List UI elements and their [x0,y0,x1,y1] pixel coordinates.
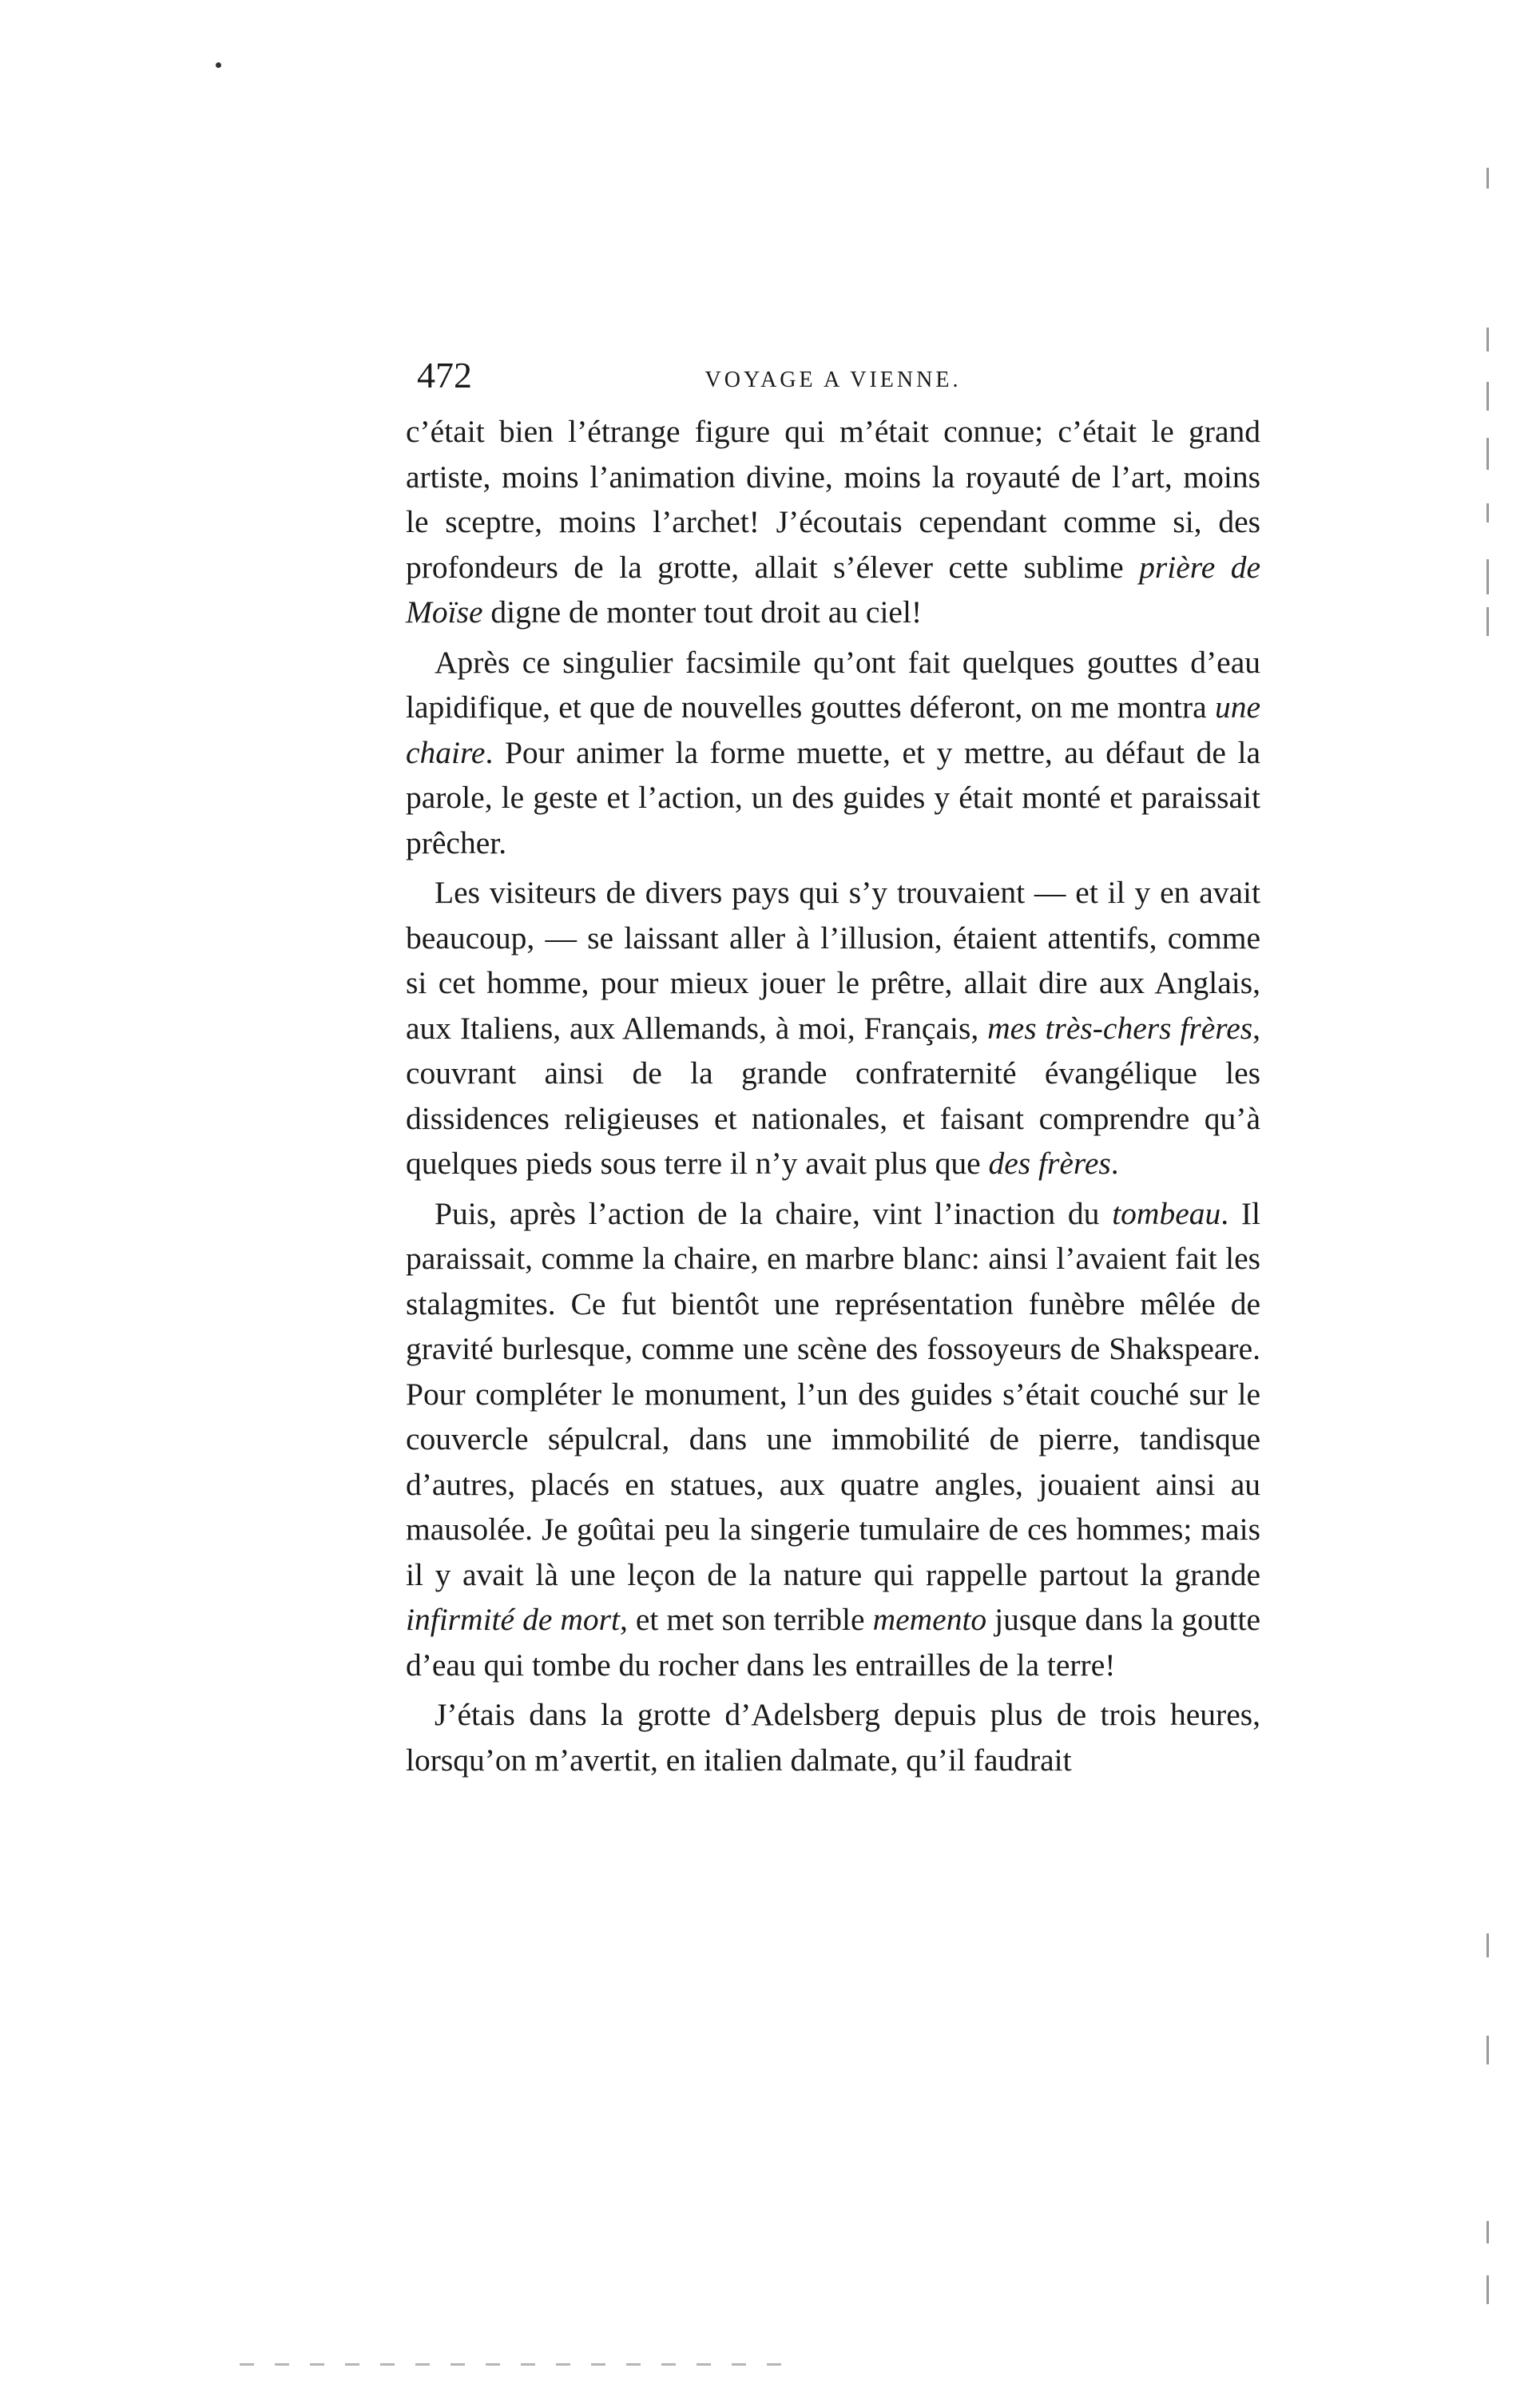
scan-edge-mark [1486,607,1489,636]
italic-phrase: memento [872,1602,987,1637]
italic-phrase: tombeau [1112,1195,1221,1231]
scan-edge-mark [1486,382,1489,411]
text-run: Après ce singulier facsimile qu’ont fait quelques gouttes d’eau lapidifique, et que de nouvelles gouttes déferont, on me montra [406,644,1260,725]
text-run: digne de monter tout droit au ciel! [482,594,923,630]
scan-edge-mark [1486,503,1489,523]
scan-edge-mark [1486,328,1489,352]
italic-phrase: mes très-chers frères [987,1010,1253,1046]
paragraph [406,640,1260,866]
paragraph [406,1692,1260,1782]
italic-phrase: infirmité de mort [406,1602,620,1637]
scan-edge-mark [1486,1933,1489,1957]
body-text [406,409,1260,1787]
text-run: c’était bien l’étrange figure qui m’était connue; c’était le grand artiste, moins l’animation divine, moins la royauté de l’art, moins le sceptre, moins l’archet! J’écoutais cependant comme si, des profondeurs de la grotte, allait s’élever cette sublime [406,414,1260,585]
running-header [406,344,1260,407]
italic-phrase: prière de Moïse [406,549,1260,630]
paragraph [406,409,1260,635]
italic-phrase: des frères [988,1146,1111,1181]
italic-phrase: une chaire [406,689,1260,770]
text-run: Les visiteurs de divers pays qui s’y trouvaient — et il y en avait beaucoup, — se laissant aller à l’illusion, étaient attentifs, comme si cet homme, pour mieux jouer le prêtre, allait dire aux Anglais, aux Italiens, aux Allemands, à moi, Français, [406,875,1260,1046]
text-run: , couvrant ainsi de la grande confraternité évangélique les dissidences religieuses et nationales, et faisant comprendre qu’à quelques pieds sous terre il n’y avait plus que [406,1010,1260,1181]
scan-edge-mark [1486,2036,1489,2064]
scan-edge-mark [1486,2221,1489,2243]
text-run: Puis, après l’action de la chaire, vint l’inaction du [435,1195,1113,1231]
text-run: . [1110,1146,1119,1181]
running-title: VOYAGE A VIENNE. [705,368,962,392]
scan-edge-mark [1486,559,1489,594]
text-run: jusque dans la goutte d’eau qui tombe du rocher dans les entrailles de la terre! [406,1602,1260,1683]
paragraph [406,1191,1260,1688]
text-run: , et met son terrible [619,1602,873,1637]
text-run: J’étais dans la grotte d’Adelsberg depuis plus de trois heures, lorsqu’on m’avertit, en italien dalmate, qu’il faudrait [406,1697,1260,1778]
scan-edge-mark [1486,168,1489,189]
text-run: . Pour animer la forme muette, et y mettre, au défaut de la parole, le geste et l’action, un des guides y était monté et paraissait prêcher. [406,734,1260,860]
text-run: . Il paraissait, comme la chaire, en marbre blanc: ainsi l’avaient fait les stalagmites. Ce fut bientôt une représentation funèbre mêlée de gravité burlesque, comme une scène des fossoyeurs de Shakspeare. Pour compléter le monument, l’un des guides s’était couché sur le couvercle sépulcral, dans une immobilité de pierre, tandisque d’autres, placés en statues, aux quatre angles, jouaient ainsi au mausolée. Je goûtai peu la singerie tumulaire de ces hommes; mais il y avait là une leçon de la nature qui rappelle partout la grande [406,1195,1260,1592]
page-number: 472 [417,355,472,395]
scan-bottom-marks [240,2363,799,2366]
ink-speck [216,62,221,68]
scan-edge-mark [1486,438,1489,470]
paragraph [406,870,1260,1186]
scan-edge-mark [1486,2275,1489,2304]
